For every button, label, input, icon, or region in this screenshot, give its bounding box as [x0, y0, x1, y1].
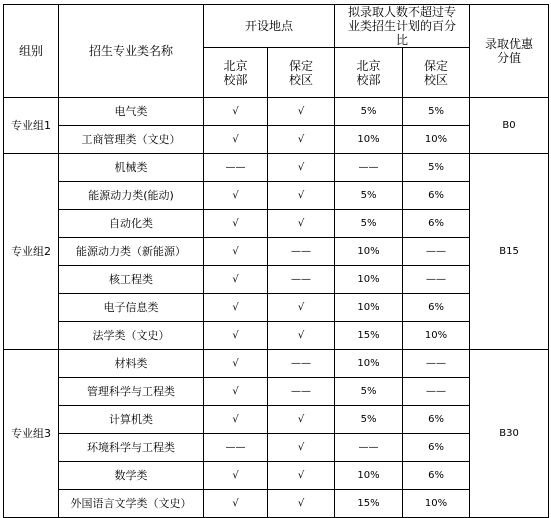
bonus-score-cell: B15: [470, 154, 549, 350]
table-row: [4, 266, 549, 294]
baoding-ratio-cell: 5%: [403, 154, 470, 182]
table-row: [4, 98, 549, 126]
beijing-ratio-cell: 5%: [335, 406, 403, 434]
baoding-location-cell: √: [268, 154, 335, 182]
baoding-location-cell: √: [268, 490, 335, 518]
beijing-location-cell: ——: [204, 154, 268, 182]
beijing-ratio-cell: 5%: [335, 182, 403, 210]
beijing-ratio-cell: 15%: [335, 490, 403, 518]
major-name-cell: 管理科学与工程类: [59, 378, 204, 406]
beijing-ratio-cell: 5%: [335, 378, 403, 406]
beijing-location-cell: √: [204, 182, 268, 210]
baoding-location-cell: √: [268, 462, 335, 490]
group-name-cell: 专业组3: [4, 350, 59, 518]
beijing-location-cell: √: [204, 322, 268, 350]
beijing-ratio-cell: 10%: [335, 294, 403, 322]
header-ratio-beijing: 北京校部: [335, 48, 403, 98]
baoding-ratio-cell: ——: [403, 350, 470, 378]
baoding-ratio-cell: 10%: [403, 490, 470, 518]
baoding-location-cell: ——: [268, 238, 335, 266]
baoding-ratio-cell: ——: [403, 266, 470, 294]
baoding-location-cell: √: [268, 434, 335, 462]
major-name-cell: 法学类（文史）: [59, 322, 204, 350]
table-row: [4, 238, 549, 266]
baoding-location-cell: √: [268, 182, 335, 210]
baoding-location-cell: √: [268, 98, 335, 126]
beijing-ratio-cell: 10%: [335, 238, 403, 266]
beijing-location-cell: √: [204, 238, 268, 266]
beijing-ratio-cell: ——: [335, 154, 403, 182]
beijing-ratio-cell: 10%: [335, 350, 403, 378]
beijing-location-cell: √: [204, 490, 268, 518]
admission-table: [3, 4, 549, 518]
table-row: [4, 462, 549, 490]
major-name-cell: 电气类: [59, 98, 204, 126]
beijing-location-cell: √: [204, 462, 268, 490]
baoding-location-cell: √: [268, 294, 335, 322]
beijing-ratio-cell: 5%: [335, 210, 403, 238]
baoding-location-cell: √: [268, 322, 335, 350]
beijing-location-cell: √: [204, 126, 268, 154]
baoding-ratio-cell: 6%: [403, 406, 470, 434]
beijing-location-cell: √: [204, 294, 268, 322]
beijing-location-cell: √: [204, 350, 268, 378]
table-row: [4, 322, 549, 350]
header-location-beijing: 北京校部: [204, 48, 268, 98]
major-name-cell: 电子信息类: [59, 294, 204, 322]
beijing-location-cell: √: [204, 98, 268, 126]
header-group: 组别: [4, 5, 59, 98]
beijing-location-cell: √: [204, 378, 268, 406]
table-row: [4, 210, 549, 238]
baoding-ratio-cell: 10%: [403, 126, 470, 154]
bonus-score-cell: B0: [470, 98, 549, 154]
beijing-ratio-cell: 5%: [335, 98, 403, 126]
major-name-cell: 核工程类: [59, 266, 204, 294]
baoding-location-cell: ——: [268, 378, 335, 406]
beijing-location-cell: √: [204, 406, 268, 434]
header-ratio-baoding: 保定校区: [403, 48, 470, 98]
baoding-location-cell: √: [268, 126, 335, 154]
beijing-ratio-cell: ——: [335, 434, 403, 462]
major-name-cell: 外国语言文学类（文史）: [59, 490, 204, 518]
major-name-cell: 能源动力类(能动): [59, 182, 204, 210]
baoding-location-cell: ——: [268, 350, 335, 378]
major-name-cell: 环境科学与工程类: [59, 434, 204, 462]
baoding-ratio-cell: 6%: [403, 210, 470, 238]
baoding-ratio-cell: ——: [403, 378, 470, 406]
beijing-ratio-cell: 10%: [335, 266, 403, 294]
major-name-cell: 自动化类: [59, 210, 204, 238]
table-row: [4, 406, 549, 434]
table-row: [4, 434, 549, 462]
table-body: [4, 98, 549, 518]
table-row: [4, 350, 549, 378]
table-row: [4, 154, 549, 182]
baoding-ratio-cell: ——: [403, 238, 470, 266]
baoding-location-cell: √: [268, 406, 335, 434]
beijing-ratio-cell: 10%: [335, 462, 403, 490]
table-row: [4, 490, 549, 518]
table-row: [4, 126, 549, 154]
table-row: [4, 378, 549, 406]
major-name-cell: 计算机类: [59, 406, 204, 434]
beijing-location-cell: √: [204, 210, 268, 238]
baoding-ratio-cell: 6%: [403, 462, 470, 490]
major-name-cell: 数学类: [59, 462, 204, 490]
group-name-cell: 专业组2: [4, 154, 59, 350]
bonus-score-cell: B30: [470, 350, 549, 518]
baoding-ratio-cell: 6%: [403, 182, 470, 210]
major-name-cell: 机械类: [59, 154, 204, 182]
header-location-baoding: 保定校区: [268, 48, 335, 98]
major-name-cell: 材料类: [59, 350, 204, 378]
beijing-ratio-cell: 10%: [335, 126, 403, 154]
baoding-location-cell: √: [268, 210, 335, 238]
baoding-ratio-cell: 6%: [403, 434, 470, 462]
header-major: 招生专业类名称: [59, 5, 204, 98]
table-row: [4, 182, 549, 210]
header-ratio: 拟录取人数不超过专业类招生计划的百分比: [335, 5, 470, 48]
beijing-location-cell: √: [204, 266, 268, 294]
group-name-cell: 专业组1: [4, 98, 59, 154]
baoding-ratio-cell: 10%: [403, 322, 470, 350]
table-row: [4, 294, 549, 322]
header-bonus: 录取优惠分值: [470, 5, 549, 98]
major-name-cell: 能源动力类（新能源）: [59, 238, 204, 266]
beijing-location-cell: ——: [204, 434, 268, 462]
baoding-location-cell: ——: [268, 266, 335, 294]
baoding-ratio-cell: 5%: [403, 98, 470, 126]
beijing-ratio-cell: 15%: [335, 322, 403, 350]
major-name-cell: 工商管理类（文史）: [59, 126, 204, 154]
header-location: 开设地点: [204, 5, 335, 48]
baoding-ratio-cell: 6%: [403, 294, 470, 322]
